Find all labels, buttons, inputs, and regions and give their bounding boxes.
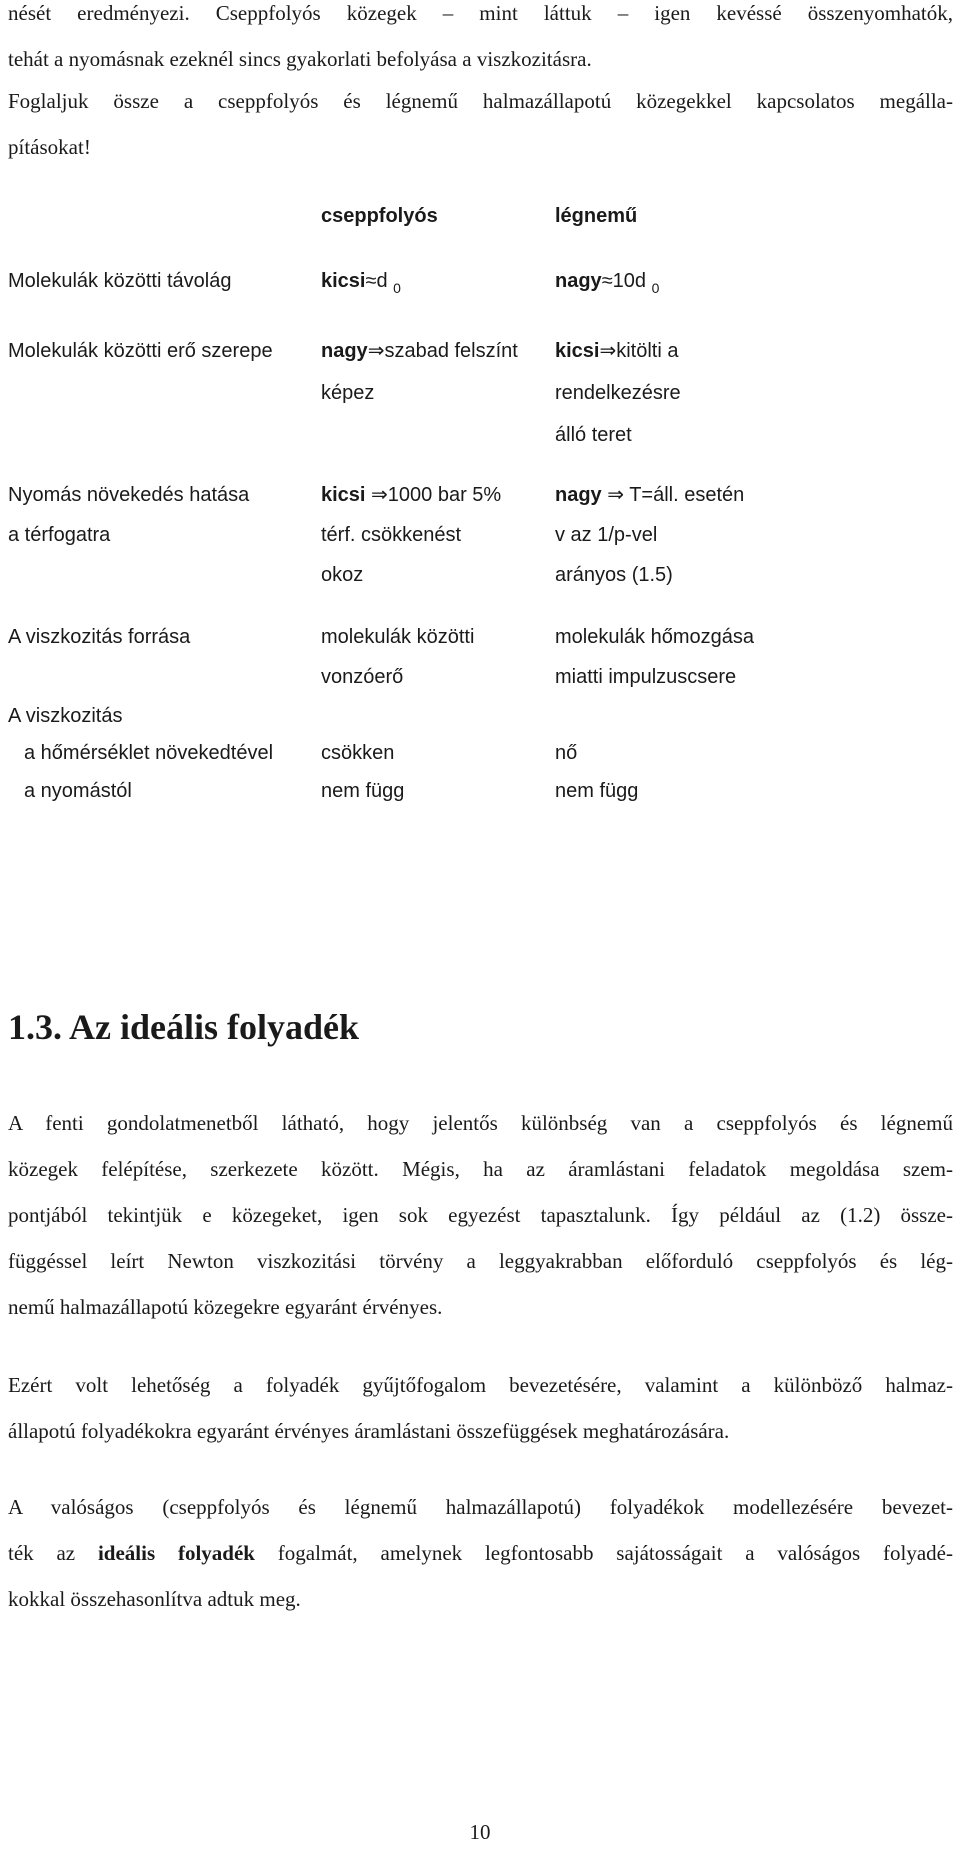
row-force-gas-3: álló teret <box>555 424 632 446</box>
row-temperature-label: a hőmérséklet növekedtével <box>24 742 274 764</box>
row-viscosity-label: A viszkozitás <box>8 705 123 727</box>
row-source-liquid-2: vonzóerő <box>321 666 404 688</box>
row-pressure-liquid-1: kicsi ⇒1000 bar 5% <box>321 484 502 506</box>
summary-line-1: Foglaljuk össze a cseppfolyós és légnemű halmazállapotú közegekkel kapcsolatos megálla- <box>8 89 953 113</box>
row-pressure-gas-3: arányos (1.5) <box>555 564 673 586</box>
row-distance-label: Molekulák közötti távolág <box>8 270 232 292</box>
row-force-label: Molekulák közötti erő szerepe <box>8 340 273 362</box>
row-source-gas-2: miatti impulzuscsere <box>555 666 737 688</box>
row-pressure-label-2: a térfogatra <box>8 524 111 546</box>
row-force-gas-1: kicsi⇒kitölti a <box>555 340 679 362</box>
header-liquid: cseppfolyós <box>321 205 438 227</box>
row-source-gas-1: molekulák hőmozgása <box>555 626 754 648</box>
para1-line-3: pontjából tekintjük e közegeket, igen sok egyezést tapasztalunk. Így például az (1.2) össze- <box>8 1203 953 1227</box>
ideal-fluid-term: ideális folyadék <box>97 1541 255 1565</box>
row-distance-liquid: kicsi≈d $_0$ <box>321 270 401 296</box>
row-force-gas-2: rendelkezésre <box>555 382 681 404</box>
header-gas: légnemű <box>555 205 638 227</box>
intro-line-1: nését eredményezi. Cseppfolyós közegek – mint láttuk – igen kevéssé összenyomhatók, <box>8 1 953 25</box>
row-pressure-gas-2: v az 1/p-vel <box>555 524 658 546</box>
row-temperature-gas: nő <box>555 742 578 764</box>
para1-line-4: függéssel leírt Newton viszkozitási törvény a leggyakrabban előforduló cseppfolyós és lég- <box>8 1249 953 1273</box>
row-pressure-dep-liquid: nem függ <box>321 780 405 802</box>
section-title: 1.3. Az ideális folyadék <box>8 1007 360 1047</box>
row-pressure-dep-label: a nyomástól <box>24 780 132 802</box>
row-pressure-label-1: Nyomás növekedés hatása <box>8 484 250 506</box>
row-temperature-liquid: csökken <box>321 742 395 764</box>
para1-line-1: A fenti gondolatmenetből látható, hogy jelentős különbség van a cseppfolyós és légnemű <box>8 1111 953 1135</box>
page-number: 10 <box>469 1820 491 1844</box>
intro-line-2: tehát a nyomásnak ezeknél sincs gyakorlati befolyása a viszkozitásra. <box>8 47 592 71</box>
para3-line-1: A valóságos (cseppfolyós és légnemű halmazállapotú) folyadékok modellezésére bevezet- <box>8 1495 953 1519</box>
summary-line-2: pításokat! <box>8 135 91 159</box>
para1-line-5: nemű halmazállapotú közegekre egyaránt érvényes. <box>8 1295 443 1319</box>
row-source-label: A viszkozitás forrása <box>8 626 191 648</box>
para1-line-2: közegek felépítése, szerkezete között. Mégis, ha az áramlástani feladatok megoldása szem- <box>8 1157 953 1181</box>
para2-line-2: állapotú folyadékokra egyaránt érvényes áramlástani összefüggések meghatározására. <box>8 1419 730 1443</box>
para3-line-3: kokkal összehasonlítva adtuk meg. <box>8 1587 301 1611</box>
row-distance-gas: nagy≈10d $_0$ <box>555 270 660 296</box>
row-pressure-liquid-3: okoz <box>321 564 364 586</box>
row-pressure-liquid-2: térf. csökkenést <box>321 524 462 546</box>
row-source-liquid-1: molekulák közötti <box>321 626 475 648</box>
para3-line-2: ték az ideális folyadék fogalmát, amelynek legfontosabb sajátosságait a valóságos folyadé- <box>8 1541 953 1565</box>
row-force-liquid-1: nagy⇒szabad felszínt <box>321 340 518 362</box>
para2-line-1: Ezért volt lehetőség a folyadék gyűjtőfogalom bevezetésére, valamint a különböző halmaz- <box>8 1373 953 1397</box>
row-pressure-dep-gas: nem függ <box>555 780 639 802</box>
row-pressure-gas-1: nagy ⇒ T=áll. esetén <box>555 484 745 506</box>
row-force-liquid-2: képez <box>321 382 375 404</box>
